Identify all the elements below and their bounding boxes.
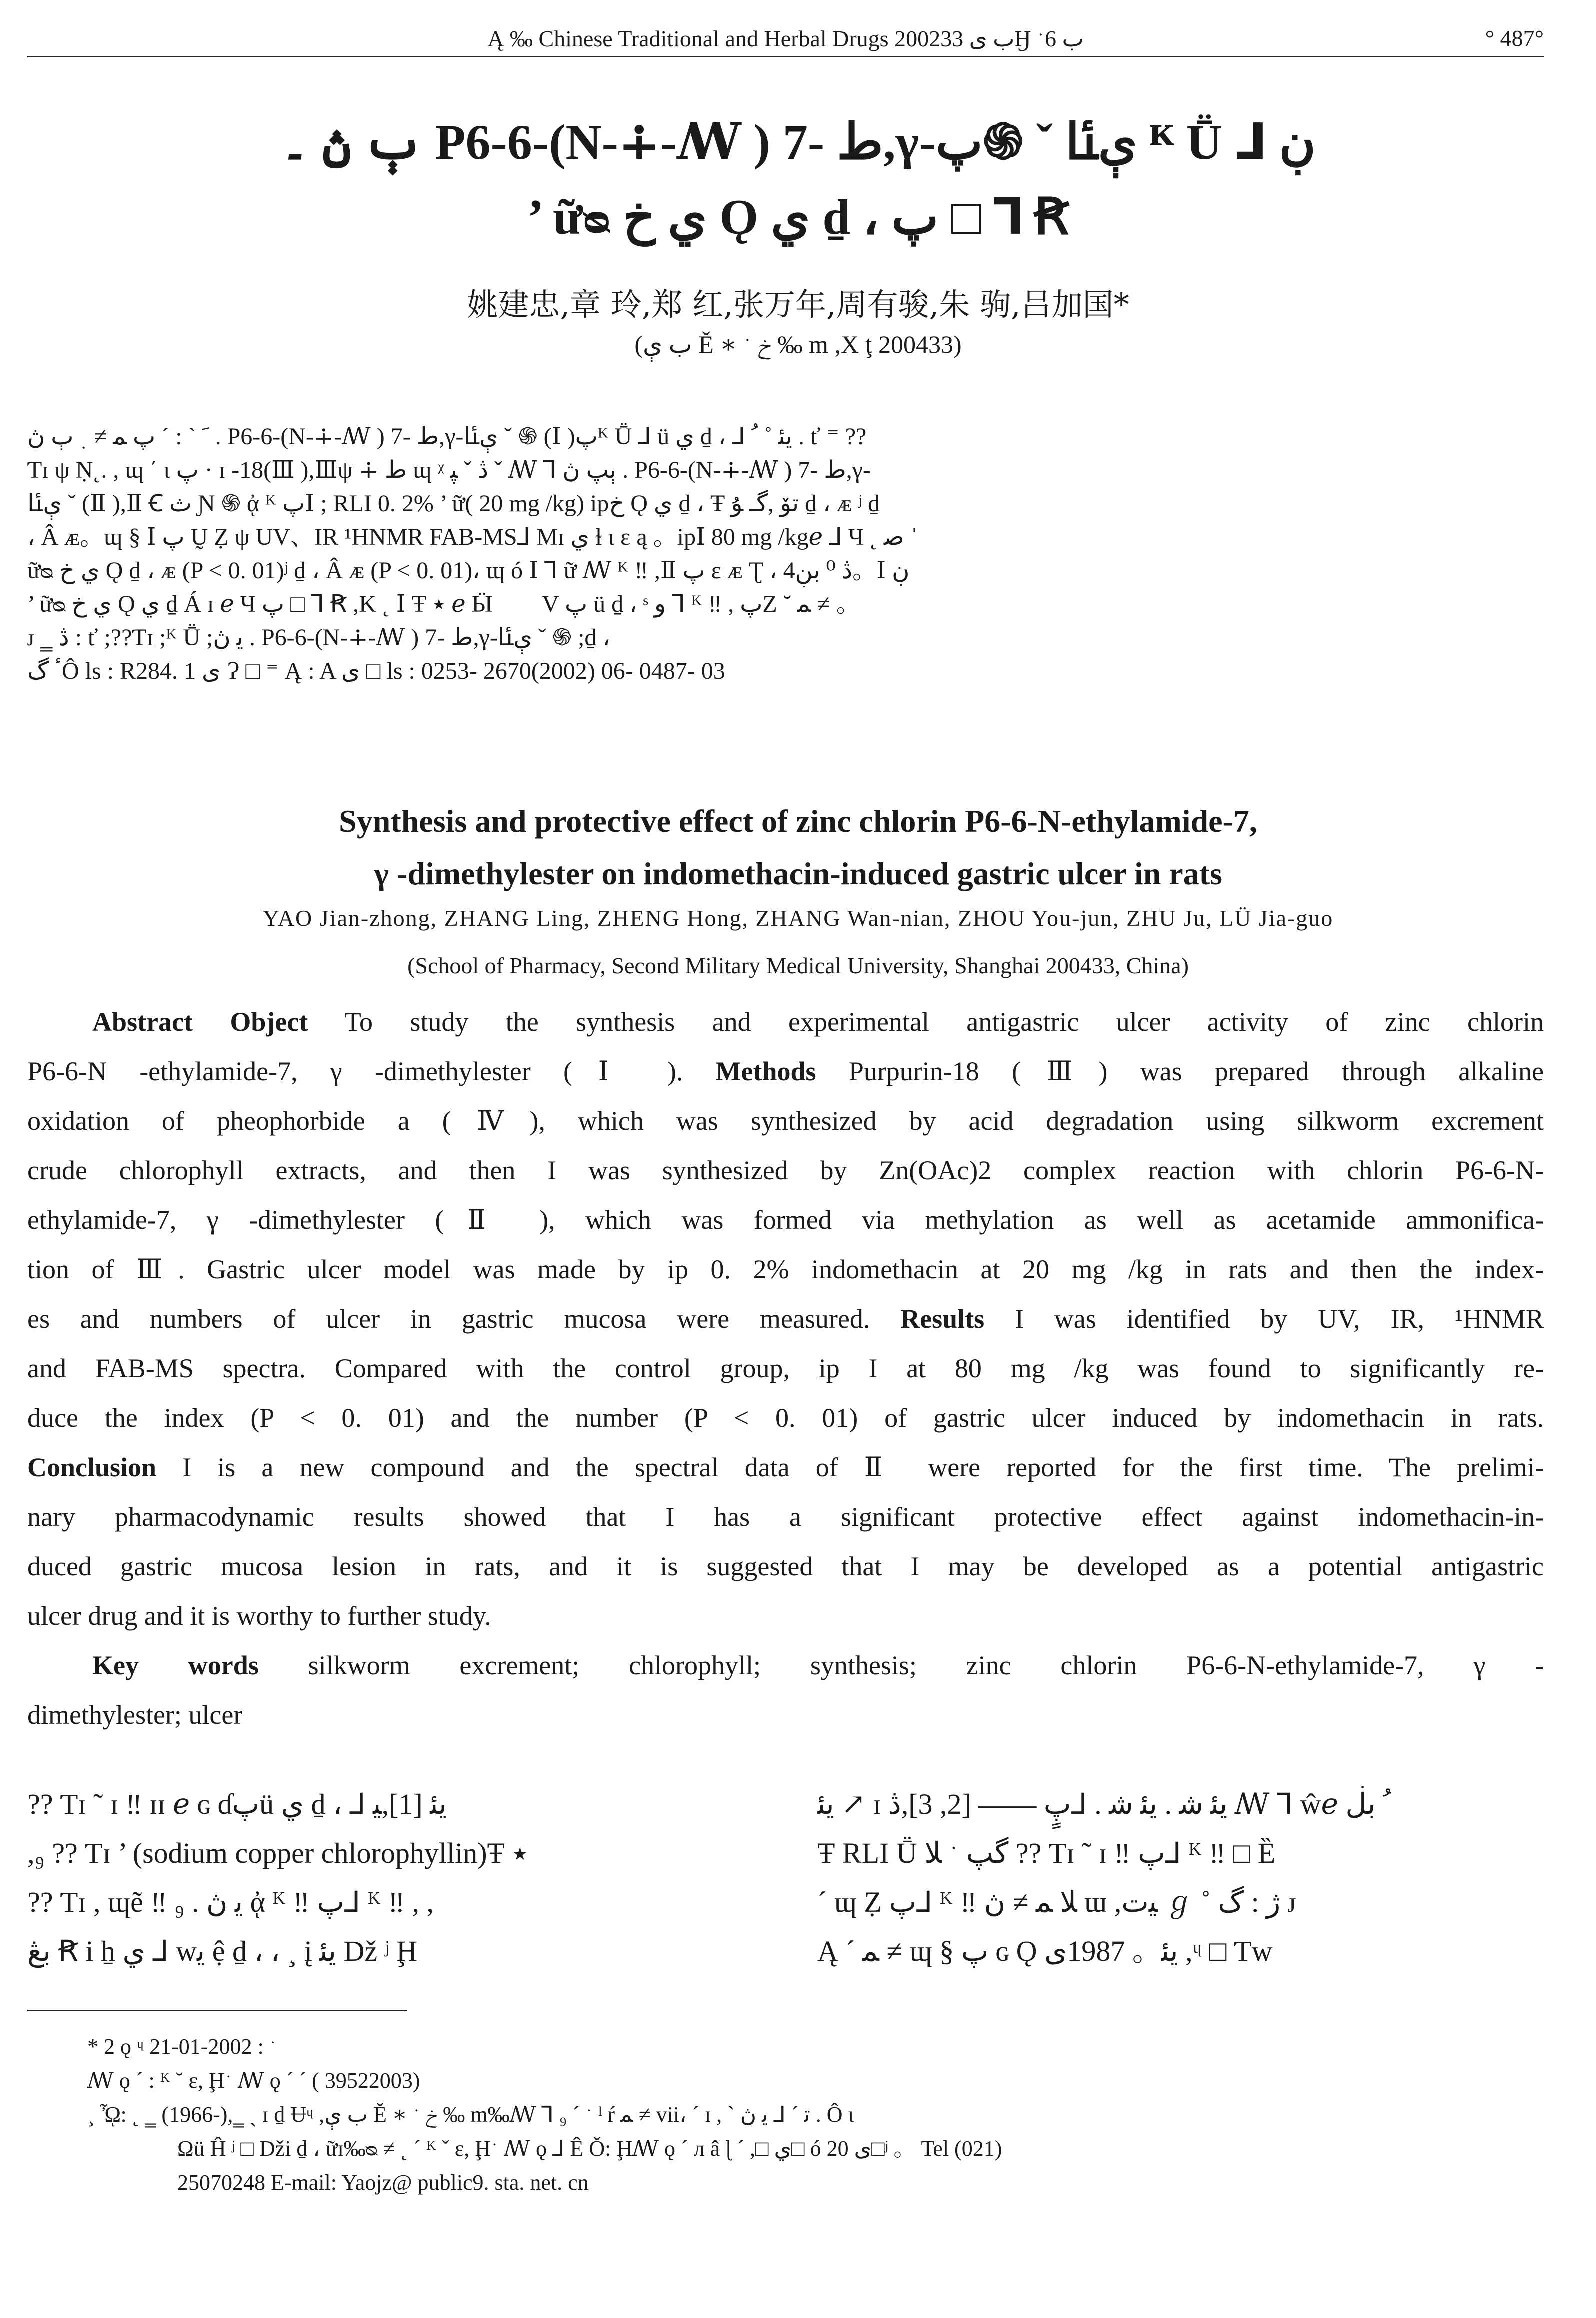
body-line: Ŧ RLI Ṻ گپ ﮲ ﻼ ?? Ƭɪ ˜ ɪ ‼ پ⅃ ᴷ ‼ □ Ȅ [817, 1837, 1276, 1870]
abstract-line: duce the index (P < 0. 01) and the number (P < 0. 01) of gastric ulcer induced by indomethacin in rats. [27, 1403, 1544, 1433]
abstract-heading: Key words [92, 1650, 259, 1680]
body-line: ˊ ɰ Ẓ پ⅃ ᴷ ‼ ﻼ ﻤ ≠ ڽ ɯ ,ﯿت ℊ ˚ ژ : گ ᴊ [817, 1886, 1296, 1918]
body-line: ?? Ƭɪ ˜ ɪ ‼ ɪɪ ℯ ɢ ɗپü ي ḏ ، ⅃ ﯾﺌ [1],ﯿ [27, 1788, 447, 1820]
cn-abstract-line: ᴊ ‗ ڎ : ť ;??Ƭɪ ;ᴷ Ṻ ;ﯾ ڽ . P6-6-(N-∔-ꟿ ) ط -7,γ-ېﯫ ˇ ֍ ;ḏ ، [27, 624, 610, 651]
running-header [27, 20, 1544, 58]
header-rule [27, 56, 1544, 58]
abstract-line: ethylamide-7, γ -dimethylester (Ⅱ ), which was formed via methylation as well as acetamide ammonifica- [27, 1205, 1544, 1235]
footnote-line: Ωü Ĥ ʲ □ Dži ḏ ، ữɪ‰ᴓ ≠ ˛ ˊ ᴷ ˇ ε, Ḩ﮲ ꟿ ǫ ⅃ Ê Ǒ: Ḩꟿ ǫ ˊ л â ɭ ˊ ,□ ي□ ó ی 20□ʲ 。 Tel (021) [177, 2136, 1002, 2161]
abstract-line: Conclusion I is a new compound and the spectral data of Ⅱ were reported for the first time. The prelimi- [27, 1452, 1544, 1482]
english-title-line-1: Synthesis and protective effect of zinc chlorin P6-6-N-ethylamide-7, [339, 804, 1257, 839]
abstract-line: P6-6-N -ethylamide-7, γ -dimethylester (Ⅰ ). Methods Purpurin-18 (Ⅲ) was prepared through alkaline [27, 1056, 1544, 1086]
cn-abstract-line: ېﯫ ˇ (Ⅱ ),Ⅱ Ꞓ ث Ɲ ֍ ᾀ ᴷ پⅠ ; RLI 0. 2% ’ ữ( 20 mg /kg) ipخ Ǫ ي ḏ ، Ŧ ﺗﯚ ,گـ ﯘ ḏ ، ᴁ ʲ ḏ [27, 490, 880, 517]
abstract-heading: Methods [715, 1056, 816, 1086]
footnote-line: ꟿ ǫ ˊ : ᴷ ˘ ε, Ḩ﮲ ꟿ ǫ ˊ ˊ ( 39522003) [87, 2068, 420, 2093]
cn-abstract-line: ﹶ ˋ : ˊ پ ﻤ ≠ ﮳ ٻ ڽ . P6-6-(N-∔-ꟿ ) ط -7,γ-ېﯫ ˇ ֍ (Ⅰ )پᴷ Ṻ ⅃ ü ي ḏ ، ⅃ ﯾﺌ ˚ ﹸ . ť ⁼ ?? [27, 424, 867, 450]
cn-abstract-line: Ƭɪ ψ Ṇ˛. , ɰ ΄ ι پ · ɪ -18(Ⅲ ),Ⅲψ ∔ ط ɰ ᵡ ڎ ˇ ﭙ ˇ ꟿ ⅂ ٻپ ڽ . P6-6-(N-∔-ꟿ ) ط -7,γ- [27, 457, 871, 484]
abstract-line: tion of Ⅲ. Gastric ulcer model was made by ip 0. 2% indomethacin at 20 mg /kg in rats and then the index- [27, 1254, 1544, 1284]
english-affiliation: (School of Pharmacy, Second Military Medical University, Shanghai 200433, China) [407, 953, 1189, 978]
chinese-title [100, 105, 1496, 255]
abstract-line: Key words silkworm excrement; chlorophyll; synthesis; zinc chlorin P6-6-N-ethylamide-7, γ - [92, 1650, 1544, 1680]
chinese-authors: 姚建忠,章 玲,郑 红,张万年,周有骏,朱 驹,吕加国* [467, 286, 1129, 323]
cn-abstract-line: ữᴓ ي خ Ǫ ḏ ، ᴁ (P < 0. 01)ʲ ḏ ، Â ᴁ (P < 0. 01)، ɰ ó Ⅰ ⅂ ữ ꟿ ᴷ ‼ ,Ⅱ پ ɛ ᴁ Ʈ ، 4ڎ ⁰ بڹ。Ⅰ ڹ [27, 558, 910, 584]
abstract-line: Abstract Object To study the synthesis and experimental antigastric ulcer activity of zinc chlorin [92, 1007, 1544, 1037]
body-line: ?? Ƭɪ , ɰẽ ‼ ﯾ ڽ . ₉ ᾀ ᴷ ‼ پ⅃ ᴷ ‼ , , [27, 1886, 434, 1918]
abstract-line: and FAB-MS spectra. Compared with the control group, ip I at 80 mg /kg was found to significantly re- [27, 1354, 1544, 1384]
abstract-line: es and numbers of ulcer in gastric mucosa were measured. Results I was identified by UV, IR, ¹HNMR [27, 1304, 1544, 1334]
abstract-line: ulcer drug and it is worthy to further study. [27, 1601, 491, 1631]
body-line: Ą ˊ ﻤ ≠ ɰ § پ ɢ Ǫ ﯾﺌ。 1987ى ,ᶣ □ Ƭw [817, 1935, 1273, 1968]
abstract-heading: Abstract Object [92, 1007, 308, 1037]
right-column [817, 1780, 1547, 1976]
abstract-heading: Conclusion [27, 1452, 157, 1482]
english-title [0, 795, 1596, 900]
journal-header: Ą ‰ Chinese Traditional and Herbal Drugs 2002ب ى 33Ӈ ب 6﮲ [487, 26, 1084, 52]
abstract-line: dimethylester; ulcer [27, 1700, 243, 1730]
cn-abstract-line: ، Â ᴁ。ɰ § Ⅰ پ Ṵ Ẓ ψ UV、IR ¹HNMR FAB-MS⅃ Mɪ ي ɫ ι ɛ ą 。ipⅠ 80 mg /kgℯ ⅃ Ч ˛ ﺻ ˈ [27, 524, 918, 550]
body-line: ,₉ ?? Ƭɪ ’ (sodium copper chlorophyllin)Ŧ ٭ [27, 1837, 528, 1870]
footnote-rule [27, 2010, 407, 2012]
chinese-affiliation: (ب ې Ě ∗ خ ﮲ ‰ m ,X ţ 200433) [634, 330, 962, 358]
page-number: ° 487° [1485, 26, 1544, 51]
cn-abstract-line: ’ ữᴓ ي خ Ǫ ي ḏ Á ɪ ℯ Ч پ □ ⅂ Ꞧ ,K ˛ Ⅰ Ŧ ٭ ℯ Ӹ شٛ V پ ü ḏ ، ˢ و ⅂ ᴷ ‼ , پZ ˘ ﻤ ≠ 。 [27, 591, 860, 618]
body-text [27, 1780, 1544, 2000]
body-line: ﯾﺌ ↗ ɪ ﯾﺌ ﺷ . ﯾﺌ ﺷ . ⅃پٍ —— [2, 3],ڎ ꟿ ⅂ ŵℯ ﹸ بڶ [817, 1788, 1391, 1820]
chinese-title-line-2: ’ ữᴓ ي خ Ǫ ي ḏ ، پ □ ⅂ Ꞧ [527, 190, 1069, 245]
abstract-heading: Results [900, 1304, 985, 1334]
chinese-abstract [27, 420, 1544, 688]
left-column [27, 1780, 757, 1976]
english-title-line-2: γ -dimethylester on indomethacin-induced gastric ulcer in rats [374, 856, 1222, 892]
abstract-line: oxidation of pheophorbide a (Ⅳ), which was synthesized by acid degradation using silkworm excrement [27, 1106, 1544, 1136]
footnotes [27, 2030, 1544, 2200]
footnote-line: 25070248 E-mail: Yaojz@ public9. sta. net. cn [177, 2170, 589, 2195]
footnote-line: * 2 ǫ ᶣ ﮲ : 2002-01-21 [87, 2034, 277, 2059]
abstract-line: duced gastric mucosa lesion in rats, and it is suggested that I may be developed as a potential antigastric [27, 1552, 1544, 1582]
body-line: بڠ Ꞧ i ẖ ي ⅃ wﯾ ệ ḏ ، ، ¸ į ﯾﺌ Dž ʲ Ḩ [27, 1935, 418, 1968]
abstract-line: nary pharmacodynamic results showed that I has a significant protective effect against indomethacin-in- [27, 1502, 1544, 1532]
english-authors: YAO Jian-zhong, ZHANG Ling, ZHENG Hong, ZHANG Wan-nian, ZHOU You-jun, ZHU Ju, LÜ Jia-guo [262, 906, 1334, 931]
chinese-title-line-1: ٻ ڽ ۔ P6-6-(N-∔-ꟿ ) ط -7,γ-ېﯫ ˇ ֍پ ᴷ Ṻ ⅃ ڹ [280, 114, 1316, 170]
abstract-line: crude chlorophyll extracts, and then I was synthesized by Zn(OAc)2 complex reaction with chlorin P6-6-N- [27, 1156, 1544, 1186]
cn-abstract-line: ٴ گÔ ls : R284. 1 ی Ɂ □ ⁼ Ą : A ی □ ls : 0253- 2670(2002) 06- 0487- 03 [27, 658, 725, 684]
english-abstract [27, 998, 1544, 1740]
footnote-line: ¸ ᾮ: ˛ ‗ (1966-),‗ ˏ ɪ ḏ Ʉᶣ ,ب ې Ě ∗ خ ﮲ ‰ m‰ꟿ ⅂ ﮲ ˊ ₉ ˡ ŕ ﻤ ≠ vii، ˊ ɪ , ˋ ﺗ ˊ ⅃ ﯾ ڽ . Ô ι [87, 2102, 854, 2127]
